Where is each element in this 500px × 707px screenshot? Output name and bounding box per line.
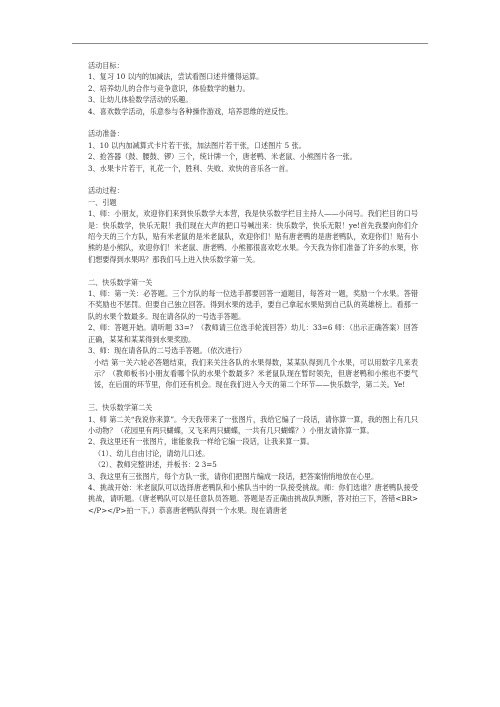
paragraph: 1、师：小朋友，欢迎你们来到快乐数学大本营，我是快乐数学栏目主持人——小问号。我们栏目的口号是：快乐数学，快乐无限！我们现在大声的把口号喊出来：快乐数学，快乐无限！ye!首先我要向你们介绍今天的三个方队，贴有米老鼠的是米老鼠队，欢迎你们！贴有唐老鸭的是唐老鸭队，欢迎你们！贴有小熊的是小熊队，欢迎你们！米老鼠、唐老鸭、小熊都很喜欢吃水果。今天我为你们准备了许多的水果，你们想要得到水果吗？那我们马上进入快乐数学第一关。: [88, 209, 418, 264]
section-heading: 三、快乐数学第二关: [88, 403, 153, 413]
goal-item: 3、让幼儿体验数学活动的乐趣。: [88, 95, 193, 105]
process-heading: 活动过程：: [88, 186, 124, 196]
paragraph: 小结 第一关六轮必答题结束，我们来关注各队的水果得数，某某队得到几个水果，可以用数字几来表示？（教师板书)小朋友看哪个队的水果个数最多？米老鼠队现在暂时领先，但唐老鸭和小熊也不要气馁，在后面的环节里，你们还有机会。现在我们进入今天的第二个环节——快乐数学，第二关。Ye!: [94, 357, 418, 390]
prep-item: 2、抢答器（鼓、腰鼓、锣）三个，统计牌一个，唐老鸭、米老鼠、小熊图片各一张。: [88, 152, 357, 162]
section-heading: 二、快乐数学第一关: [88, 277, 153, 287]
goals-heading: 活动目标：: [88, 61, 124, 70]
paragraph: （2）、教师完整讲述，并板书：2 3=5: [94, 460, 217, 470]
goal-item: 2、培养幼儿的合作与竞争意识，体验数学的魅力。: [88, 83, 250, 93]
paragraph: 3、我这里有三张图片，每个方队一张，请你们把图片编成一段话，把答案悄悄地放在心里。: [88, 471, 379, 481]
paragraph: 2、师：答题开始。请听题 33=？（教师请三位选手轮流回答）幼儿：33=6 师：（出示正确答案）回答正确，某某和某某得到水果奖励。: [88, 323, 418, 344]
section-heading: 一、引题: [88, 197, 117, 207]
header-rule: [72, 43, 428, 44]
prep-item: 1、10 以内加减算式卡片若干张，加法图片若干张，口述图片 5 张。: [88, 140, 306, 150]
paragraph: 1、师 第二关“我说你来算”。今天我带来了一张图片，我给它编了一段话，请你算一算，我的图上有几只小动物？（花园里有两只蝴蝶，又飞来两只蝴蝶，一共有几只蝴蝶？）小朋友请你算一算。: [88, 414, 418, 435]
prep-heading: 活动准备：: [88, 129, 124, 139]
goal-item: 1、复习 10 以内的加减法，尝试看图口述并懂得运算。: [88, 72, 264, 82]
paragraph: （1）、幼儿自由讨论，请幼儿口述。: [94, 448, 210, 458]
paragraph: 1、师：第一关：必答题。三个方队的每一位选手都要回答一道题目，每答对一题，奖励一个水果。答错不奖励也不惩罚。但要自己独立回答。得到水果的选手，要自己拿起水果贴到自己队的英雄榜上。看那一队的水果个数最多。现在请各队的一号选手答题。: [88, 289, 418, 321]
goal-item: 4、喜欢数学活动，乐意参与各种操作游戏，培养思维的逆反性。: [88, 106, 293, 116]
paragraph: 3、师：现在请各队的二号选手答题。（依次进行）: [88, 346, 247, 356]
paragraph: 2、我这里还有一张图片，谁能象我一样给它编一段话，让我来算一算。: [88, 437, 314, 447]
document-body: [88, 60, 418, 516]
paragraph: 4、挑战开始：米老鼠队可以选择唐老鸭队和小熊队当中的一队接受挑战。师：你们选谁？唐老鸭队接受挑战，请听题。（唐老鸭队可以是任意队员答题。答题是否正确由挑战队判断，答对拍三下，答错<BR></P></P>拍一下。）恭喜唐老鸭队得到一个水果。现在请唐老: [88, 482, 418, 515]
prep-item: 3、水果卡片若干，礼花一个，胜利、失败、欢快的音乐各一首。: [88, 163, 293, 173]
